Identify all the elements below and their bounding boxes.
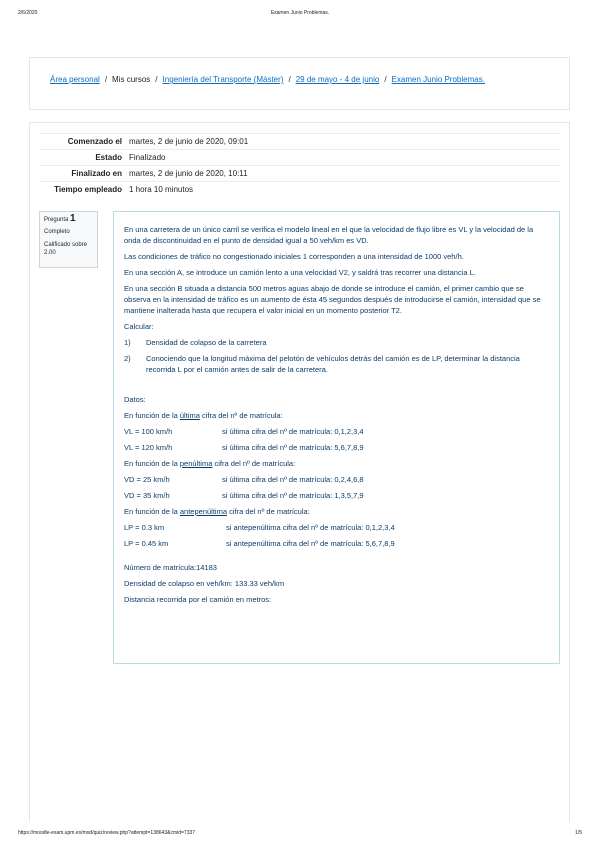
- spacer: [124, 554, 549, 562]
- vd-heading-underlined: penúltima: [179, 459, 213, 468]
- started-label: Comenzado el: [39, 134, 125, 150]
- vd-option-1-value: VD = 25 km/h: [124, 475, 170, 484]
- lp-heading-post: cifra del nº de matrícula:: [227, 507, 310, 516]
- lp-heading: [124, 506, 549, 517]
- lp-option-2: [124, 538, 549, 549]
- vl-option-2-condition: si última cifra del nº de matrícula: 5,6,7,8,9: [222, 443, 364, 452]
- vd-option-2-value: VD = 35 km/h: [124, 491, 170, 500]
- question-info-panel: [39, 211, 98, 268]
- vd-option-2: [124, 490, 549, 501]
- calculate-label: Calcular:: [124, 322, 154, 331]
- finished-label: Finalizado en: [39, 166, 125, 182]
- question-grade: Calificado sobre 2.00: [44, 242, 88, 256]
- breadcrumb-mis-cursos: Mis cursos: [112, 75, 151, 84]
- question-paragraph-4: En una sección B situada a distancia 500 metros aguas abajo de donde se introduce el camión, el primer cambio que se observa en la intensidad de tráfico es un aumento de ésta 45 segundos después de introducirse el camión, intensidad que se mantiene inalterada hasta que recupera el valor inicial en un momento posterior T2.: [124, 284, 541, 315]
- breadcrumb-course[interactable]: Ingeniería del Transporte (Máster): [162, 75, 284, 84]
- calc-item-1-text: Densidad de colapso de la carretera: [146, 338, 267, 347]
- spacer: [124, 380, 549, 394]
- breadcrumb-container: [29, 57, 570, 110]
- breadcrumb-separator: /: [155, 75, 158, 84]
- vl-heading-underlined: última: [179, 411, 200, 420]
- print-url: https://moodle-exam.upm.es/mod/quiz/review.php?attempt=138643&cmid=7337: [18, 830, 196, 836]
- state-value: Finalizado: [125, 150, 560, 166]
- question-paragraph-3: En una sección A, se introduce un camión lento a una velocidad V2, y saldrá tras recorrer una distancia L.: [124, 268, 476, 277]
- breadcrumb-separator: /: [288, 75, 291, 84]
- time-label: Tiempo empleado: [39, 182, 125, 198]
- vd-option-1: [124, 474, 549, 485]
- question-paragraph-2: Las condiciones de tráfico no congestionado iniciales 1 corresponden a una intensidad de 1000 veh/h.: [124, 252, 464, 261]
- lp-option-2-condition: si antepenúltima cifra del nº de matrícula: 5,6,7,8,9: [226, 539, 395, 548]
- question-prefix: Pregunta: [44, 217, 69, 223]
- breadcrumb-quiz[interactable]: Examen Junio Problemas.: [391, 75, 485, 84]
- vl-option-1: [124, 426, 549, 437]
- vd-option-2-condition: si última cifra del nº de matrícula: 1,3,5,7,9: [222, 491, 364, 500]
- calc-item-1-number: 1): [124, 338, 131, 347]
- started-value: martes, 2 de junio de 2020, 09:01: [125, 134, 560, 150]
- calc-item-1: [124, 337, 549, 348]
- vd-option-1-condition: si última cifra del nº de matrícula: 0,2,4,6,8: [222, 475, 364, 484]
- breadcrumb-separator: /: [104, 75, 108, 84]
- calc-item-2-text: Conociendo que la longitud máxima del pelotón de vehículos detrás del camión es de LP, determinar la distancia recorrida L por el camión antes de salir de la carretera.: [146, 354, 520, 374]
- summary-row-time: [39, 182, 560, 198]
- collapse-density: Densidad de colapso en veh/km: 133.33 veh/km: [124, 579, 285, 588]
- vl-option-1-value: VL = 100 km/h: [124, 427, 173, 436]
- vl-option-2: [124, 442, 549, 453]
- summary-row-finished: [39, 166, 560, 182]
- lp-option-1: [124, 522, 549, 533]
- lp-heading-pre: En función de la: [124, 507, 180, 516]
- attempt-summary-table: [39, 133, 560, 197]
- vl-heading: [124, 410, 549, 421]
- question-number-value: 1: [70, 213, 76, 224]
- question-text-panel: [113, 211, 560, 664]
- calc-item-2-number: 2): [124, 354, 131, 363]
- distance-prompt: Distancia recorrida por el camión en metros:: [124, 595, 272, 604]
- lp-option-1-condition: si antepenúltima cifra del nº de matrícula: 0,1,2,3,4: [226, 523, 395, 532]
- state-label: Estado: [39, 150, 125, 166]
- summary-row-state: [39, 150, 560, 166]
- question-status: Completo: [44, 229, 70, 235]
- breadcrumb-separator: /: [384, 75, 387, 84]
- vl-heading-post: cifra del nº de matrícula:: [199, 411, 283, 420]
- question-paragraph-1: En una carretera de un único carril se verifica el modelo lineal en el que la velocidad de flujo libre es VL y la velocidad de la onda de discontinuidad en el punto de densidad igual a 50 veh/km es VD.: [124, 225, 534, 245]
- calc-item-2: [124, 353, 549, 375]
- print-date: 2/6/2020: [18, 10, 38, 16]
- breadcrumb: [50, 75, 485, 84]
- vd-heading: [124, 458, 549, 469]
- lp-heading-underlined: antepenúltima: [179, 507, 227, 516]
- vl-heading-pre: En función de la: [124, 411, 180, 420]
- question-number: [44, 215, 93, 224]
- vd-heading-pre: En función de la: [124, 459, 180, 468]
- matricula-number: Número de matrícula:14183: [124, 563, 217, 572]
- data-label: Datos:: [124, 395, 146, 404]
- breadcrumb-section[interactable]: 29 de mayo - 4 de junio: [295, 75, 380, 84]
- lp-option-2-value: LP = 0.45 km: [124, 539, 169, 548]
- finished-value: martes, 2 de junio de 2020, 10:11: [125, 166, 560, 182]
- lp-option-1-value: LP = 0.3 km: [124, 523, 165, 532]
- time-value: 1 hora 10 minutos: [125, 182, 560, 198]
- breadcrumb-area-personal[interactable]: Área personal: [50, 75, 100, 84]
- vl-option-2-value: VL = 120 km/h: [124, 443, 173, 452]
- summary-row-started: [39, 134, 560, 150]
- vd-heading-post: cifra del nº de matrícula:: [212, 459, 296, 468]
- print-page-number: 1/5: [575, 830, 582, 836]
- vl-option-1-condition: si última cifra del nº de matrícula: 0,1,2,3,4: [222, 427, 364, 436]
- print-title: Examen Junio Problemas.: [270, 10, 330, 16]
